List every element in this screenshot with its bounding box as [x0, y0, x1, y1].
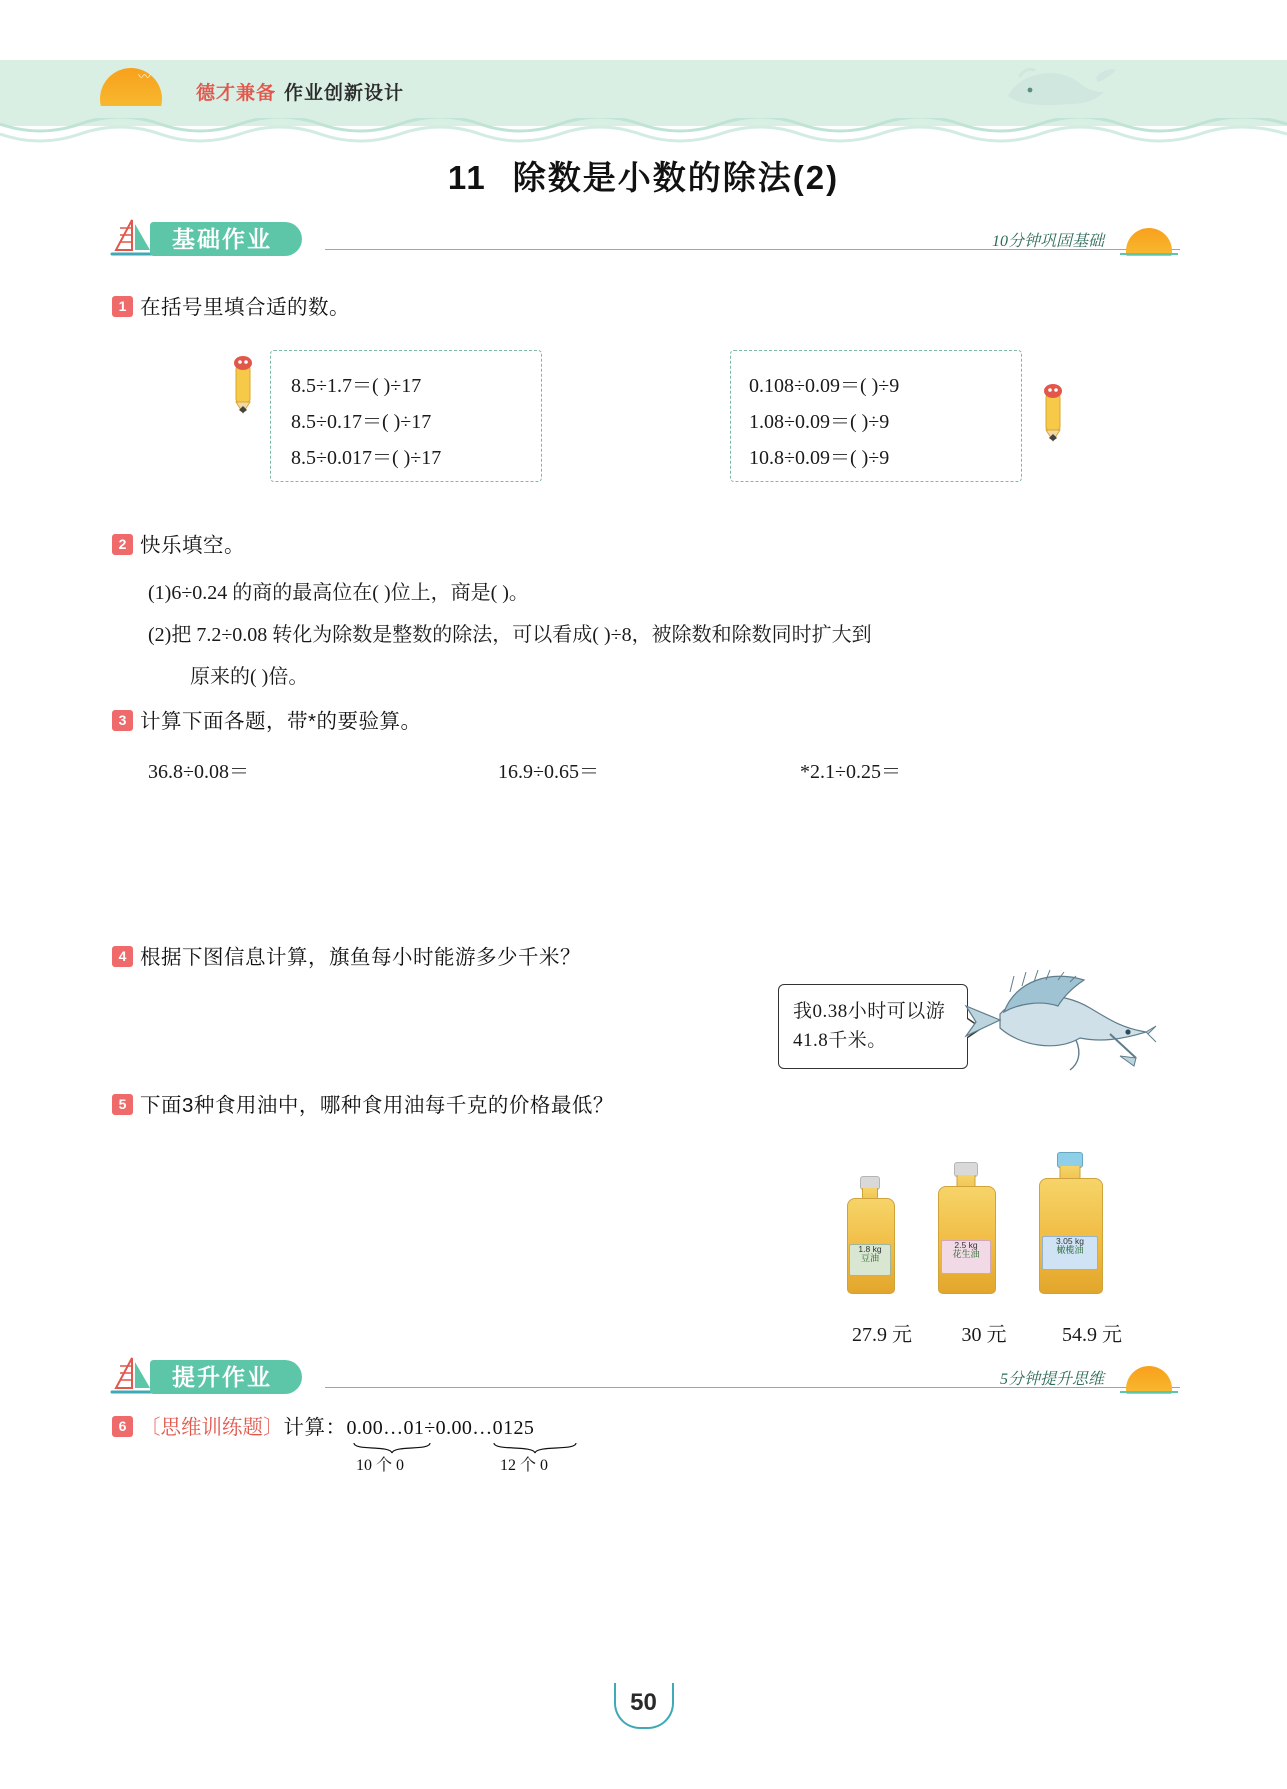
- oil-1-price: 27.9 元: [852, 1324, 912, 1346]
- oil-1-name: 豆油: [860, 1253, 879, 1264]
- question-1: [112, 292, 350, 325]
- question-text-1: 在括号里填合适的数。: [140, 296, 350, 319]
- header-wave-divider: [0, 118, 1287, 144]
- pencil-icon: [226, 350, 260, 414]
- oil-2-weight: 2.5 kg: [954, 1240, 978, 1250]
- oil-bottle-2: [932, 1162, 1000, 1294]
- oil-bottles-group: [840, 1152, 1120, 1312]
- question-number-6: 6: [112, 1416, 133, 1437]
- oil-3-weight: 3.05 kg: [1056, 1236, 1084, 1246]
- page-title: [0, 152, 1287, 199]
- question-number-1: 1: [112, 296, 133, 317]
- question-text-4: 根据下图信息计算，旗鱼每小时能游多少千米？: [140, 946, 581, 969]
- oil-bottle-3: [1032, 1152, 1108, 1294]
- oil-2-name: 花生油: [952, 1249, 980, 1260]
- oil-bottle-1: [840, 1176, 900, 1294]
- sailfish-icon: [960, 962, 1160, 1097]
- question-5: [112, 1090, 614, 1123]
- question-number-5: 5: [112, 1094, 133, 1115]
- question-number-3: 3: [112, 710, 133, 731]
- oil-3-price: 54.9 元: [1062, 1324, 1122, 1346]
- brace-left-label: 10 个 0: [356, 1457, 405, 1474]
- q1-right-expr-2: 1.08÷0.09＝( )÷9: [749, 411, 890, 433]
- q1-right-expr-1: 0.108÷0.09＝( )÷9: [749, 375, 900, 397]
- speech-bubble-fish: 我0.38小时可以游41.8千米。: [778, 984, 968, 1069]
- section-label-basic: 基础作业: [150, 222, 302, 256]
- section-note-basic: 10分钟巩固基础: [991, 233, 1104, 250]
- question-number-2: 2: [112, 534, 133, 555]
- question-6-expression: 0.00…01÷0.00…0125: [346, 1417, 535, 1439]
- sun-small-icon: [1118, 224, 1180, 256]
- question-6-lead: 计算：: [283, 1416, 347, 1439]
- sun-small-icon-2: [1118, 1362, 1180, 1394]
- q1-left-expr-1: 8.5÷1.7＝( )÷17: [291, 375, 422, 397]
- page-number-container: [0, 1683, 1287, 1729]
- question-text-5: 下面3种食用油中，哪种食用油每千克的价格最低？: [140, 1094, 614, 1117]
- page-title-text: 除数是小数的除法(2): [512, 159, 840, 196]
- q3-item-1: 36.8÷0.08＝: [148, 761, 249, 783]
- q1-left-box: [270, 350, 542, 482]
- pencil-icon-2: [1036, 378, 1070, 442]
- q1-right-box: [730, 350, 1022, 482]
- question-6: [112, 1412, 534, 1445]
- q2-line-2: (2)把 7.2÷0.08 转化为除数是整数的除法，可以看成( )÷8，被除数和除数同时扩大到: [148, 624, 872, 646]
- sun-icon: 〰: [92, 64, 172, 106]
- question-number-4: 4: [112, 946, 133, 967]
- page-header: [0, 0, 1287, 140]
- q1-left-expr-3: 8.5÷0.017＝( )÷17: [291, 447, 442, 469]
- question-text-3: 计算下面各题，带*的要验算。: [140, 710, 422, 733]
- oil-1-weight: 1.8 kg: [858, 1244, 882, 1254]
- oil-3-name: 橄榄油: [1056, 1245, 1084, 1256]
- brand-main: 德才兼备: [196, 83, 277, 104]
- section-banner-basic: [110, 222, 1180, 262]
- section-note-advanced: 5分钟提升思维: [999, 1371, 1104, 1388]
- question-3: [112, 706, 421, 739]
- whale-icon: [1000, 52, 1120, 126]
- question-2: [112, 530, 245, 563]
- page-number: 50: [614, 1683, 674, 1729]
- q2-line-1: (1)6÷0.24 的商的最高位在( )位上，商是( )。: [148, 582, 529, 604]
- q1-left-expr-2: 8.5÷0.17＝( )÷17: [291, 411, 432, 433]
- question-text-2: 快乐填空。: [140, 534, 245, 557]
- question-4: [112, 942, 581, 975]
- q2-line-3: 原来的( )倍。: [190, 666, 309, 688]
- brand-title: [196, 78, 404, 105]
- brace-right-label: 12 个 0: [500, 1457, 549, 1474]
- section-banner-advanced: [110, 1360, 1180, 1400]
- q3-item-2: 16.9÷0.65＝: [498, 761, 599, 783]
- page-title-number: 11: [447, 159, 487, 196]
- question-6-tag: 〔思维训练题〕: [140, 1416, 284, 1439]
- section-label-advanced: 提升作业: [150, 1360, 302, 1394]
- q3-item-3: *2.1÷0.25＝: [800, 761, 901, 783]
- q1-right-expr-3: 10.8÷0.09＝( )÷9: [749, 447, 890, 469]
- oil-2-price: 30 元: [961, 1324, 1007, 1346]
- brand-sub: 作业创新设计: [284, 83, 405, 104]
